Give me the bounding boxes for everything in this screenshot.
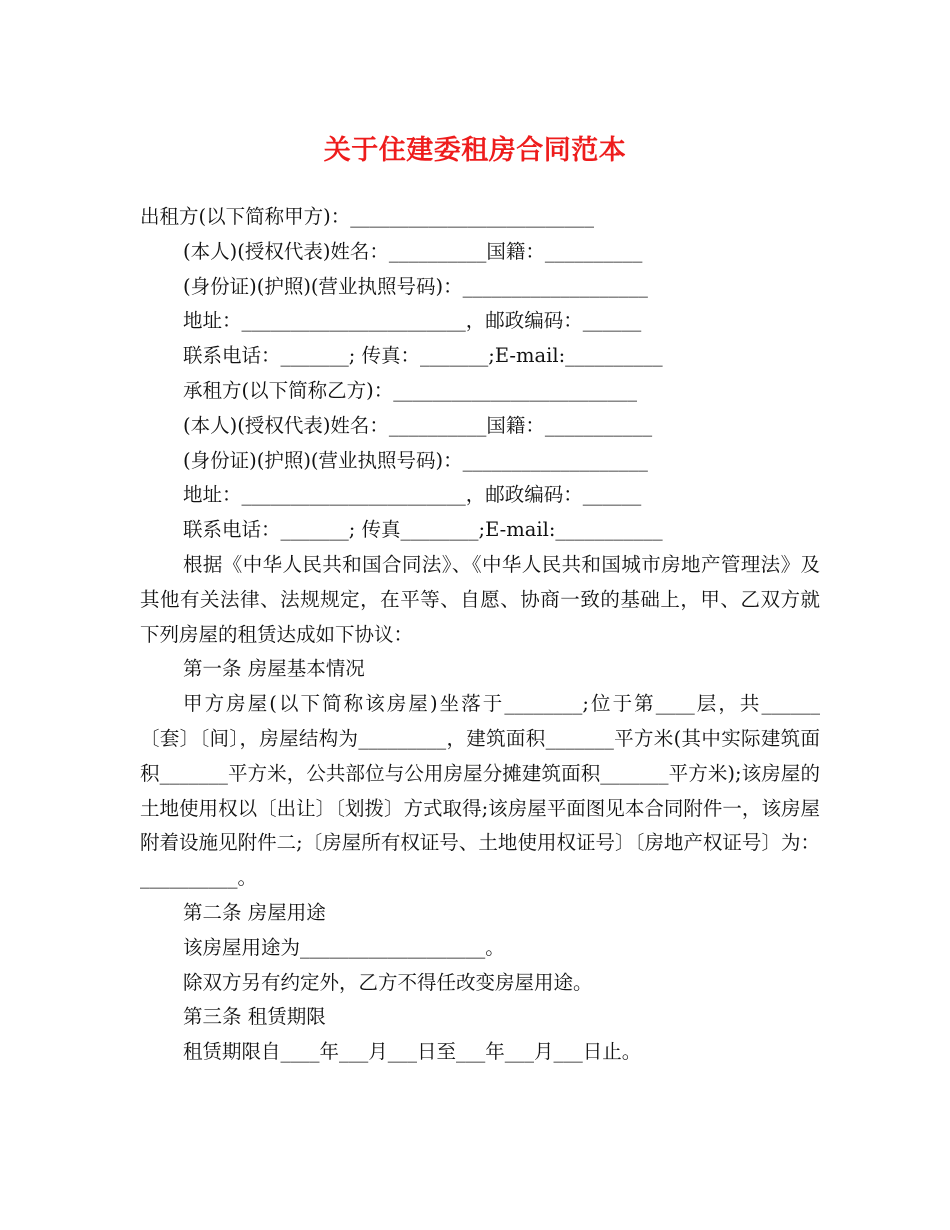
lessee-contact-line: 联系电话：_______; 传真________;E-mail:___________: [183, 518, 663, 542]
article-2-restriction-line: 除双方另有约定外，乙方不得任改变房屋用途。: [183, 970, 593, 994]
contract-body: [140, 200, 820, 1070]
lessor-contact-line: 联系电话：_______; 传真：_______;E-mail:__________: [183, 344, 663, 368]
lessee-id-line: (身份证)(护照)(营业执照号码)：___________________: [183, 448, 648, 472]
lessee-name-line: (本人)(授权代表)姓名：__________国籍：___________: [183, 413, 653, 437]
article-2-heading: 第二条 房屋用途: [183, 900, 326, 924]
article-3-heading: 第三条 租赁期限: [183, 1005, 326, 1029]
lessor-name-line: (本人)(授权代表)姓名：__________国籍：__________: [183, 239, 643, 263]
lessor-line: 出租方(以下简称甲方)：_________________________: [140, 205, 594, 228]
lessee-line: 承租方(以下简称乙方)：_________________________: [183, 378, 637, 402]
article-3-term-line: 租赁期限自____年___月___日至___年___月___日止。: [183, 1040, 642, 1064]
article-1-heading: 第一条 房屋基本情况: [183, 657, 365, 681]
lessor-id-line: (身份证)(护照)(营业执照号码)：___________________: [183, 274, 648, 298]
document-title: 关于住建委租房合同范本: [323, 135, 627, 166]
article-2-usage-line: 该房屋用途为___________________。: [183, 935, 505, 959]
lessor-address-line: 地址：_______________________，邮政编码：______: [183, 309, 642, 333]
basis-paragraph: 根据《中华人民共和国合同法》、《中华人民共和国城市房地产管理法》及其他有关法律、法规规定，在平等、自愿、协商一致的基础上，甲、乙双方就下列房屋的租赁达成如下协议：: [140, 552, 820, 646]
lessee-address-line: 地址：_______________________，邮政编码：______: [183, 483, 642, 507]
article-1-paragraph: 甲方房屋(以下简称该房屋)坐落于________;位于第____层，共______ 〔套〕〔间〕，房屋结构为_________，建筑面积_______平方米(其中实际建筑面积_______平方米，公共部位与公用房屋分摊建筑面积_______平方米);该房屋的土地使用权以〔出让〕〔划拨〕方式取得;该房屋平面图见本合同附件一，该房屋附着设施见附件二;〔房屋所有权证号、土地使用权证号〕〔房地产权证号〕为：__________。: [140, 692, 820, 890]
